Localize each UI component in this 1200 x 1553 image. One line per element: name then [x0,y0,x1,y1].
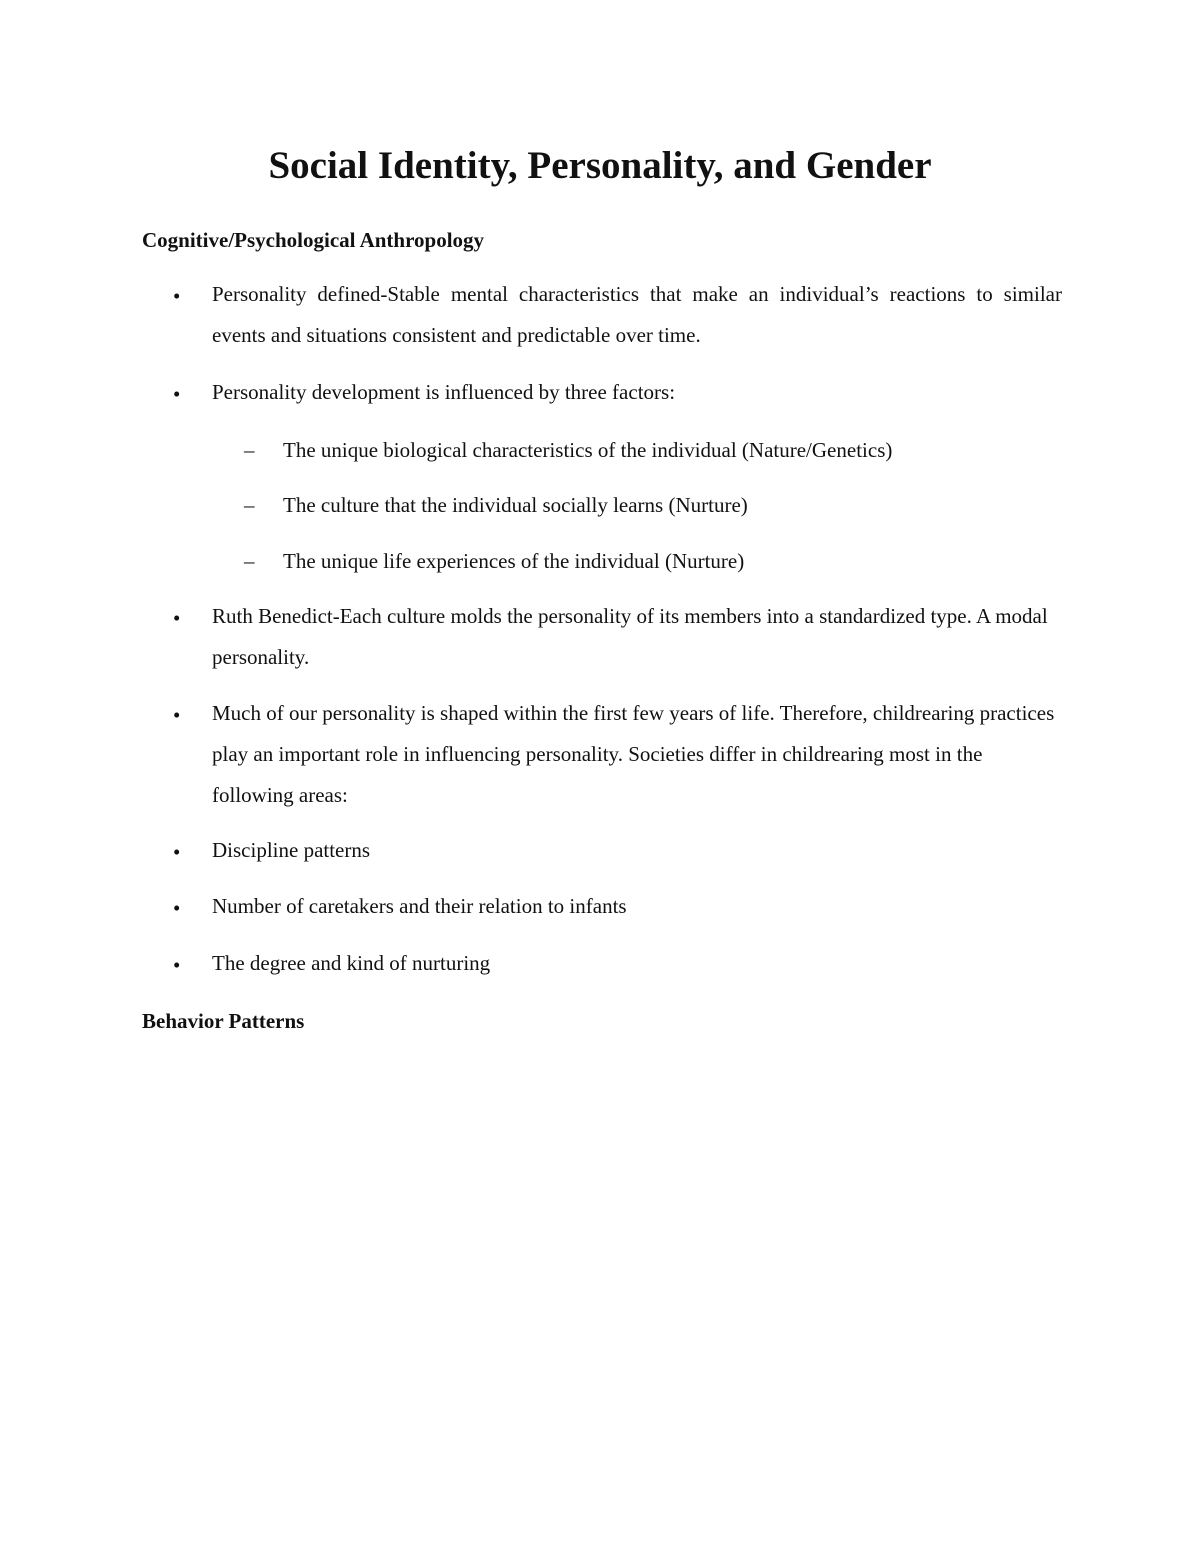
bullet-marker: • [173,382,181,406]
bullet-marker: • [173,840,181,864]
dash-marker: – [244,549,255,573]
bullet-marker: • [173,606,181,630]
sub-item-nature-genetics: The unique biological characteristics of the individual (Nature/Genetics) [283,438,893,462]
list-item-personality-development: Personality development is influenced by three factors: [212,380,676,404]
bullet-marker: • [173,703,181,727]
list-item-nurturing: The degree and kind of nurturing [212,951,491,975]
section-heading-cognitive-anthropology: Cognitive/Psychological Anthropology [142,228,485,252]
list-item-ruth-benedict: Ruth Benedict-Each culture molds the personality of its members into a standardized type. A modal personality. [212,604,1048,669]
dash-marker: – [244,438,255,462]
bullet-marker: • [173,896,181,920]
section-heading-behavior-patterns: Behavior Patterns [142,1009,305,1033]
list-item-personality-defined: Personality defined-Stable mental characteristics that make an individual’s reactions to similar events and situations consistent and predictable over time. [212,282,1062,347]
list-item-childrearing: Much of our personality is shaped within the first few years of life. Therefore, childrearing practices play an important role in influencing personality. Societies differ in childrearing most in the following areas: [212,701,1055,807]
sub-item-culture-nurture: The culture that the individual socially learns (Nurture) [283,493,748,517]
page-title: Social Identity, Personality, and Gender [268,144,932,187]
list-item-discipline-patterns: Discipline patterns [212,838,371,862]
list-item-caretakers: Number of caretakers and their relation to infants [212,894,627,918]
sub-item-life-experiences: The unique life experiences of the individual (Nurture) [283,549,745,573]
bullet-marker: • [173,284,181,308]
dash-marker: – [244,493,255,517]
bullet-marker: • [173,953,181,977]
